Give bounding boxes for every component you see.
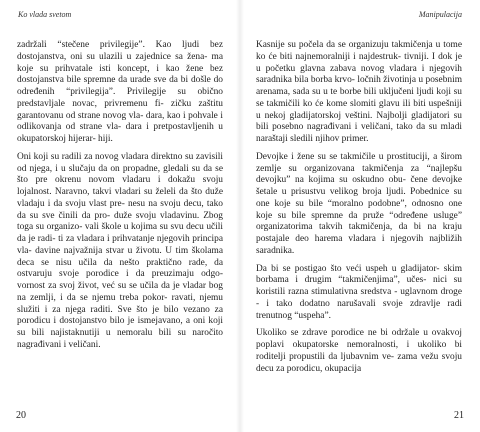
right-page	[240, 0, 480, 432]
left-page-body	[17, 40, 223, 352]
right-page-number: 21	[454, 410, 464, 421]
paragraph: Ukoliko se zdrave porodice ne bi održale u ovakvoj poplavi okupatorske nemoralnosti, i ukoliko bi roditelji propustili da ljubavnim ve- zama vežu svoju decu za porodicu, okupacija	[256, 328, 462, 374]
left-page-number: 20	[16, 410, 26, 421]
left-running-header: Ko vlada svetom	[18, 10, 72, 19]
paragraph: Da bi se postigao što veći uspeh u gladijator- skim borbama i drugim “takmičenjima”, učes- nici su koristili razna stimulativna sredstva - uglavnom droge - i tako dodatno narušavali svoje zdravlje radi trenutnog “uspeha”.	[256, 263, 462, 321]
paragraph: Kasnije su počela da se organizuju takmičenja u tome ko će biti najnemoralniji i najdestruk- tivniji. I dok je u početku glavna zabava novog vladara i njegovih saradnika bila borba krvo- ločnih životinja u posebnim arenama, sada su u te borbe bili uključeni ljudi koji su se takmičili ko će kome slomiti glavu ili biti uspešniji u nekoj gladijatorskoj veštini. Najbolji gladijatori su bili posebno nagrađivani i veličani, tako da su mladi naraštaji sledili njihov primer.	[256, 40, 462, 144]
right-page-body	[256, 40, 462, 375]
right-running-header: Manipulacija	[418, 10, 462, 19]
paragraph: zadržali “stečene privilegije”. Kao ljudi bez dostojanstva, oni su ulazili u zajednice sa žena- ma koje su prihvatale isti koncept, i kao žene bez dostojanstva bile spremne da urade sve da bi došle do određenih “privilegija”. Privilegije su obično predstavljale novac, privremenu fi- zičku zaštitu garantovanu od strane novog vla- dara, kao i pohvale i odlikovanja od strane vla- dara i pretpostavljenih u okupatorskoj hijerar- hiji.	[17, 40, 223, 144]
paragraph: Oni koji su radili za novog vladara direktno su zavisili od njega, i u slučaju da on propadne, gledali su da se što pre okrenu novom vladaru i dokažu svoju lojalnost. Naravno, takvi vladari su želeli da što duže vladaju i da svoju vlast pre- nesu na svoju decu, tako da su sve činili da pro- duže svoju vladavinu. Zbog toga su organizo- vali škole u kojima su svu decu učili da je radi- ti za vladara i prihvatanje njegovih principa vla- davine najvažnija stvar u životu. U tim školama deca se nisu učila da nešto praktično rade, da ostvaruju svoje porodice i da preuzimaju odgo- vornost za svoj život, već su se učila da je vladar bog na zemlji, i da se njemu treba pokor- ravati, njemu služiti i za njega raditi. Sve što je bilo vezano za porodicu i dostojanstvo bilo je ismejavano, a oni koji su bili najistaknutiji u nemoralu bili su naročito nagrađivani i veličani.	[17, 151, 223, 350]
paragraph: Devojke i žene su se takmičile u prostituciji, a širom zemlje su organizovana takmičenja za “najlepšu devojku” na kojima su oskudno obu- čene devojke šetale u prisustvu velikog broja ljudi. Pobednice su one koje su bile “moralno podobne”, odnosno one koje su bile spremne da pruže “određene usluge” organizatorima takvih takmičenja, da bi na kraju postajale deo harema vladara i njegovih najbližih saradnika.	[256, 151, 462, 256]
